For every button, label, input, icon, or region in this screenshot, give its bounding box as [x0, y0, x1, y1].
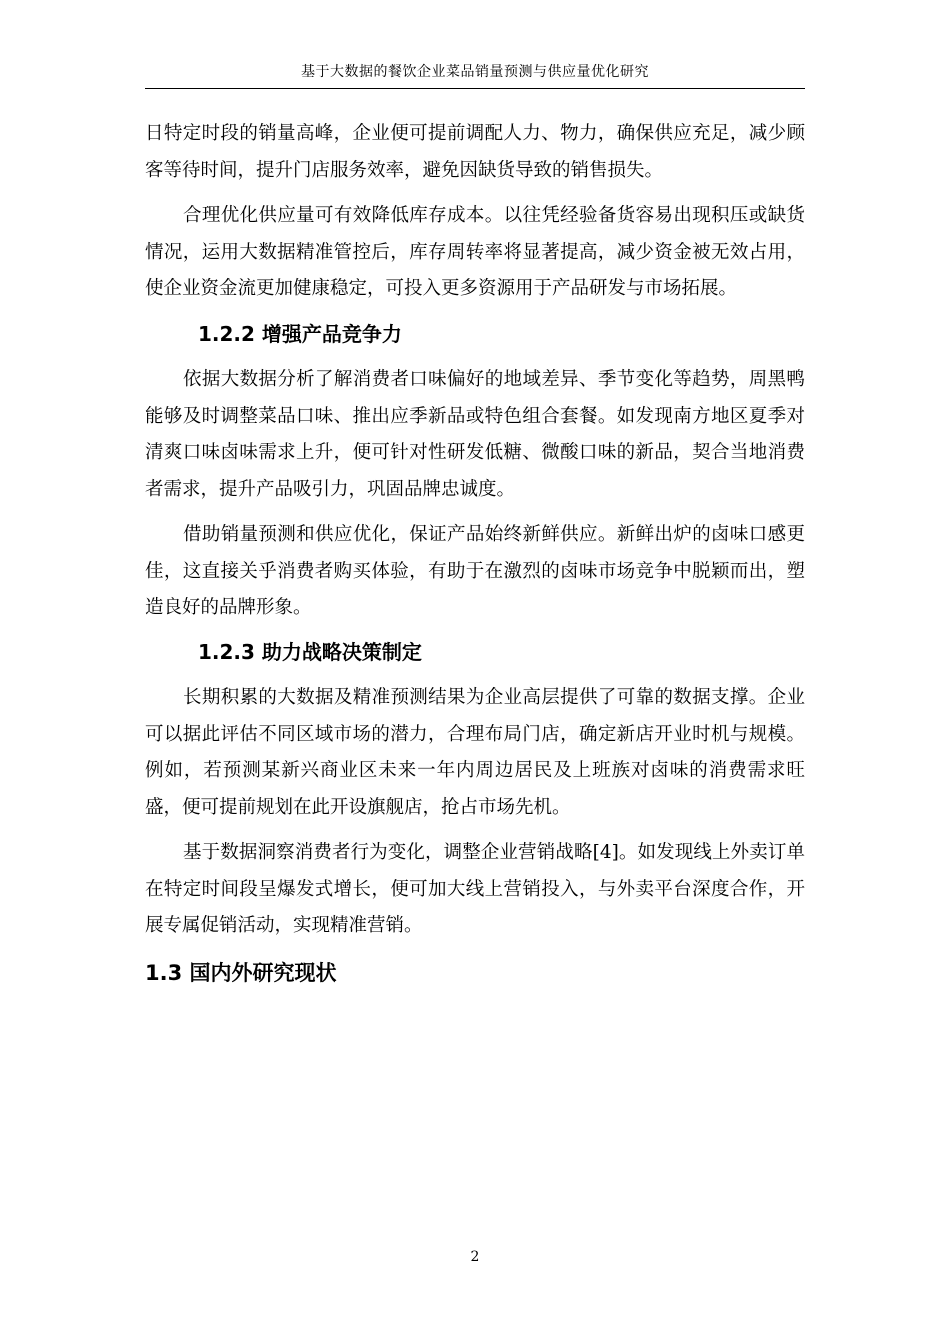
paragraph-inventory-cost: 合理优化供应量可有效降低库存成本。以往凭经验备货容易出现积压或缺货情况，运用大数据精准管控后，库存周转率将显著提高，减少资金被无效占用，使企业资金流更加健康稳定，可投入更多资源用于产品研发与市场拓展。 — [145, 205, 805, 299]
running-header: 基于大数据的餐饮企业菜品销量预测与供应量优化研究 — [301, 64, 649, 80]
paragraph-strategic-decision: 长期积累的大数据及精准预测结果为企业高层提供了可靠的数据支撑。企业可以据此评估不同区域市场的潜力，合理布局门店，确定新店开业时机与规模。例如，若预测某新兴商业区未来一年内周边居民及上班族对卤味的消费需求旺盛，便可提前规划在此开设旗舰店，抢占市场先机。 — [145, 687, 805, 818]
section-heading-1-2-3: 1.2.3 助力战略决策制定 — [198, 640, 422, 664]
page-number: 2 — [470, 1249, 480, 1265]
paragraph-freshness: 借助销量预测和供应优化，保证产品始终新鲜供应。新鲜出炉的卤味口感更佳，这直接关乎消费者购买体验，有助于在激烈的卤味市场竞争中脱颖而出，塑造良好的品牌形象。 — [145, 524, 805, 618]
header-rule — [145, 88, 805, 89]
paragraph-marketing-strategy: 基于数据洞察消费者行为变化，调整企业营销战略[4]。如发现线上外卖订单在特定时间段呈爆发式增长，便可加大线上营销投入，与外卖平台深度合作，开展专属促销活动，实现精准营销。 — [145, 842, 805, 936]
section-heading-1-2-2: 1.2.2 增强产品竞争力 — [198, 322, 402, 346]
section-heading-1-3: 1.3 国内外研究现状 — [145, 961, 337, 985]
paragraph-continued: 日特定时段的销量高峰，企业便可提前调配人力、物力，确保供应充足，减少顾客等待时间，提升门店服务效率，避免因缺货导致的销售损失。 — [145, 123, 805, 181]
paragraph-taste-preference: 依据大数据分析了解消费者口味偏好的地域差异、季节变化等趋势，周黑鸭能够及时调整菜品口味、推出应季新品或特色组合套餐。如发现南方地区夏季对清爽口味卤味需求上升，便可针对性研发低糖、微酸口味的新品，契合当地消费者需求，提升产品吸引力，巩固品牌忠诚度。 — [145, 369, 805, 500]
